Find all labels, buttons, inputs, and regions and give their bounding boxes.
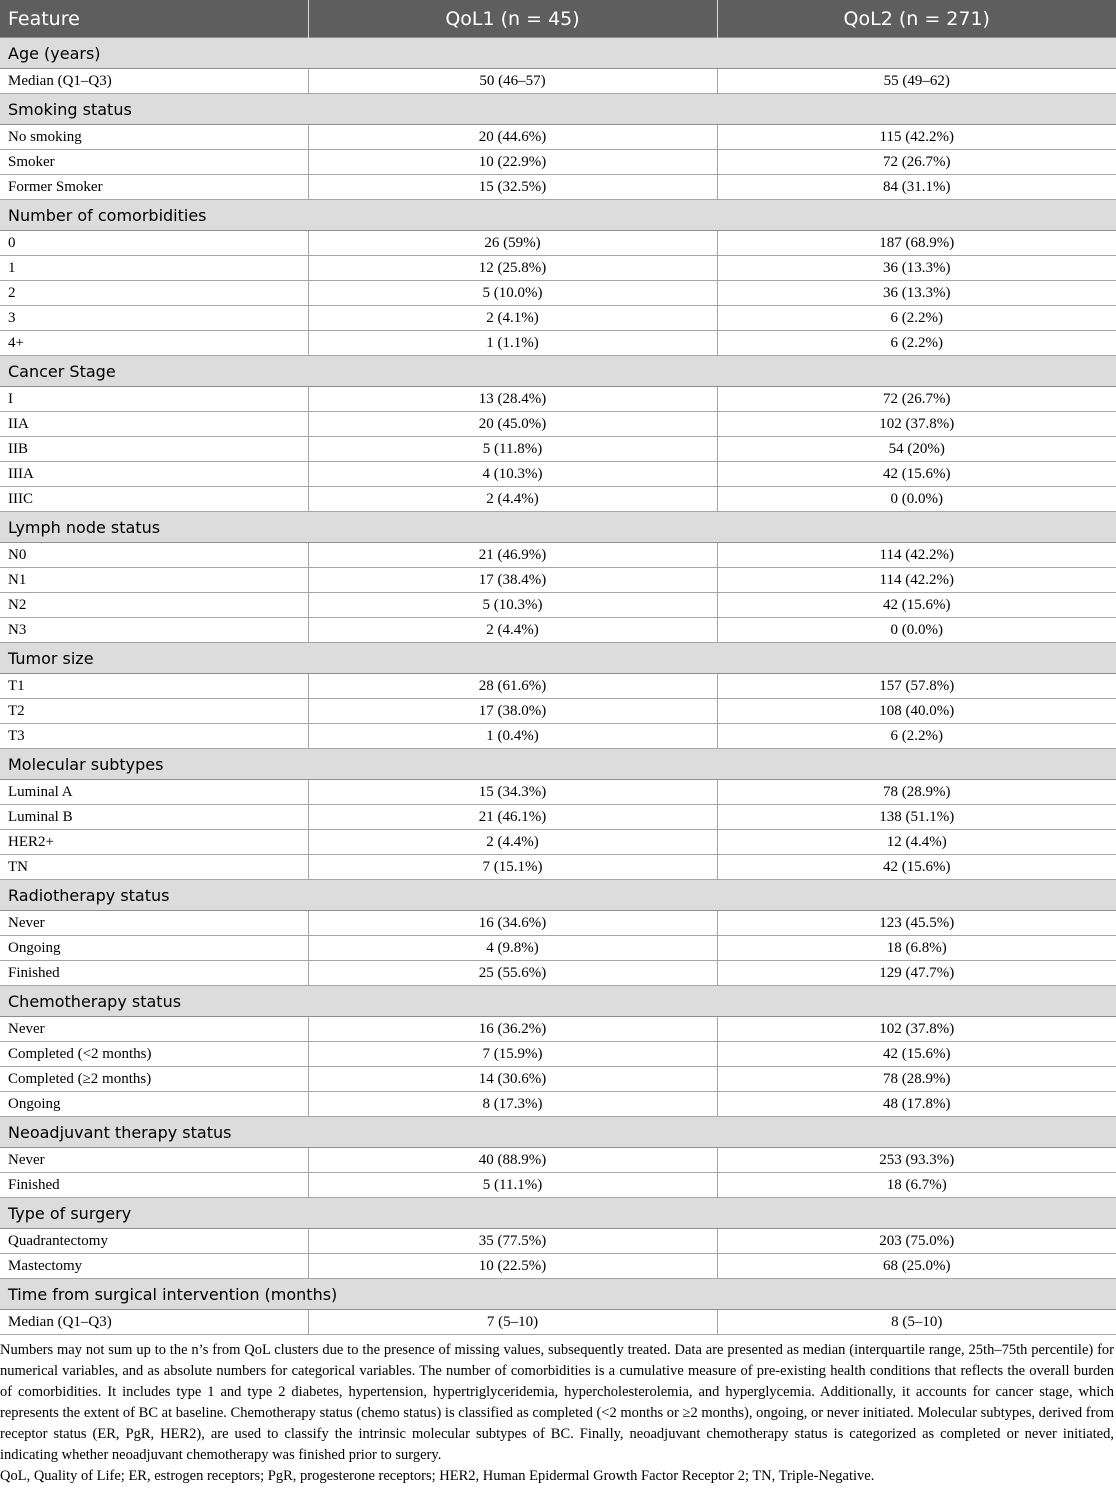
section-header-row bbox=[0, 1279, 1116, 1310]
section-header-row bbox=[0, 986, 1116, 1017]
qol2-value: 253 (93.3%) bbox=[717, 1148, 1116, 1173]
qol2-value: 138 (51.1%) bbox=[717, 805, 1116, 830]
table-body bbox=[0, 38, 1116, 1335]
qol2-value: 84 (31.1%) bbox=[717, 175, 1116, 200]
qol1-value: 21 (46.1%) bbox=[308, 805, 717, 830]
table-row bbox=[0, 1148, 1116, 1173]
qol1-value: 10 (22.5%) bbox=[308, 1254, 717, 1279]
qol1-value: 2 (4.4%) bbox=[308, 830, 717, 855]
section-header-row bbox=[0, 643, 1116, 674]
row-label: 4+ bbox=[0, 331, 308, 356]
qol1-value: 21 (46.9%) bbox=[308, 543, 717, 568]
row-label: Smoker bbox=[0, 150, 308, 175]
qol1-value: 26 (59%) bbox=[308, 231, 717, 256]
table-row bbox=[0, 387, 1116, 412]
qol2-value: 68 (25.0%) bbox=[717, 1254, 1116, 1279]
qol1-value: 4 (9.8%) bbox=[308, 936, 717, 961]
header-feature: Feature bbox=[0, 0, 308, 38]
header-qol1: QoL1 (n = 45) bbox=[308, 0, 717, 38]
qol2-value: 42 (15.6%) bbox=[717, 462, 1116, 487]
qol2-value: 55 (49–62) bbox=[717, 69, 1116, 94]
section-title: Smoking status bbox=[0, 94, 1116, 125]
qol1-value: 4 (10.3%) bbox=[308, 462, 717, 487]
section-header-row bbox=[0, 1117, 1116, 1148]
qol1-value: 7 (15.9%) bbox=[308, 1042, 717, 1067]
qol2-value: 102 (37.8%) bbox=[717, 412, 1116, 437]
table-row bbox=[0, 1017, 1116, 1042]
section-title: Molecular subtypes bbox=[0, 749, 1116, 780]
row-label: Former Smoker bbox=[0, 175, 308, 200]
table-row bbox=[0, 1254, 1116, 1279]
qol1-value: 2 (4.4%) bbox=[308, 618, 717, 643]
row-label: Finished bbox=[0, 961, 308, 986]
table-row bbox=[0, 281, 1116, 306]
section-title: Lymph node status bbox=[0, 512, 1116, 543]
section-title: Neoadjuvant therapy status bbox=[0, 1117, 1116, 1148]
table-row bbox=[0, 780, 1116, 805]
table-row bbox=[0, 150, 1116, 175]
section-title: Type of surgery bbox=[0, 1198, 1116, 1229]
qol2-value: 42 (15.6%) bbox=[717, 593, 1116, 618]
row-label: Quadrantectomy bbox=[0, 1229, 308, 1254]
section-title: Age (years) bbox=[0, 38, 1116, 69]
row-label: IIIA bbox=[0, 462, 308, 487]
row-label: Luminal B bbox=[0, 805, 308, 830]
table-row bbox=[0, 618, 1116, 643]
table-row bbox=[0, 487, 1116, 512]
row-label: IIIC bbox=[0, 487, 308, 512]
qol1-value: 5 (10.0%) bbox=[308, 281, 717, 306]
qol1-value: 2 (4.1%) bbox=[308, 306, 717, 331]
qol2-value: 78 (28.9%) bbox=[717, 780, 1116, 805]
qol2-value: 18 (6.7%) bbox=[717, 1173, 1116, 1198]
table-row bbox=[0, 805, 1116, 830]
row-label: N0 bbox=[0, 543, 308, 568]
qol2-value: 114 (42.2%) bbox=[717, 568, 1116, 593]
table-row bbox=[0, 674, 1116, 699]
row-label: No smoking bbox=[0, 125, 308, 150]
row-label: I bbox=[0, 387, 308, 412]
row-label: T3 bbox=[0, 724, 308, 749]
qol2-value: 129 (47.7%) bbox=[717, 961, 1116, 986]
qol2-value: 48 (17.8%) bbox=[717, 1092, 1116, 1117]
qol1-value: 5 (10.3%) bbox=[308, 593, 717, 618]
qol1-value: 25 (55.6%) bbox=[308, 961, 717, 986]
row-label: Median (Q1–Q3) bbox=[0, 1310, 308, 1335]
table-row bbox=[0, 69, 1116, 94]
qol1-value: 17 (38.0%) bbox=[308, 699, 717, 724]
section-title: Number of comorbidities bbox=[0, 200, 1116, 231]
section-header-row bbox=[0, 1198, 1116, 1229]
table-row bbox=[0, 306, 1116, 331]
row-label: 1 bbox=[0, 256, 308, 281]
qol1-value: 14 (30.6%) bbox=[308, 1067, 717, 1092]
row-label: N1 bbox=[0, 568, 308, 593]
table-notes bbox=[0, 1335, 1114, 1487]
qol2-value: 6 (2.2%) bbox=[717, 306, 1116, 331]
table-row bbox=[0, 593, 1116, 618]
table-row bbox=[0, 462, 1116, 487]
section-header-row bbox=[0, 512, 1116, 543]
row-label: Median (Q1–Q3) bbox=[0, 69, 308, 94]
row-label: Ongoing bbox=[0, 1092, 308, 1117]
qol2-value: 78 (28.9%) bbox=[717, 1067, 1116, 1092]
qol1-value: 7 (15.1%) bbox=[308, 855, 717, 880]
row-label: 3 bbox=[0, 306, 308, 331]
table-row bbox=[0, 437, 1116, 462]
row-label: Completed (<2 months) bbox=[0, 1042, 308, 1067]
qol1-value: 20 (45.0%) bbox=[308, 412, 717, 437]
qol1-value: 16 (34.6%) bbox=[308, 911, 717, 936]
qol2-value: 36 (13.3%) bbox=[717, 281, 1116, 306]
qol2-value: 42 (15.6%) bbox=[717, 855, 1116, 880]
qol2-value: 72 (26.7%) bbox=[717, 150, 1116, 175]
table-row bbox=[0, 961, 1116, 986]
row-label: T1 bbox=[0, 674, 308, 699]
section-title: Tumor size bbox=[0, 643, 1116, 674]
table-row bbox=[0, 724, 1116, 749]
qol1-value: 1 (1.1%) bbox=[308, 331, 717, 356]
qol1-value: 35 (77.5%) bbox=[308, 1229, 717, 1254]
qol2-value: 115 (42.2%) bbox=[717, 125, 1116, 150]
abbreviations: QoL, Quality of Life; ER, estrogen receptors; PgR, progesterone receptors; HER2, Human Epidermal Growth Factor Receptor 2; TN, Triple-Negative. bbox=[0, 1468, 875, 1484]
qol1-value: 7 (5–10) bbox=[308, 1310, 717, 1335]
qol1-value: 15 (34.3%) bbox=[308, 780, 717, 805]
table-row bbox=[0, 175, 1116, 200]
qol2-value: 123 (45.5%) bbox=[717, 911, 1116, 936]
qol1-value: 28 (61.6%) bbox=[308, 674, 717, 699]
row-label: 0 bbox=[0, 231, 308, 256]
qol1-value: 16 (36.2%) bbox=[308, 1017, 717, 1042]
section-header-row bbox=[0, 880, 1116, 911]
qol2-value: 42 (15.6%) bbox=[717, 1042, 1116, 1067]
qol2-value: 187 (68.9%) bbox=[717, 231, 1116, 256]
qol2-value: 12 (4.4%) bbox=[717, 830, 1116, 855]
row-label: 2 bbox=[0, 281, 308, 306]
qol1-value: 5 (11.1%) bbox=[308, 1173, 717, 1198]
row-label: HER2+ bbox=[0, 830, 308, 855]
row-label: Finished bbox=[0, 1173, 308, 1198]
table-row bbox=[0, 911, 1116, 936]
table-row bbox=[0, 331, 1116, 356]
row-label: Never bbox=[0, 911, 308, 936]
qol2-value: 8 (5–10) bbox=[717, 1310, 1116, 1335]
qol2-value: 203 (75.0%) bbox=[717, 1229, 1116, 1254]
section-header-row bbox=[0, 200, 1116, 231]
qol2-value: 114 (42.2%) bbox=[717, 543, 1116, 568]
row-label: N3 bbox=[0, 618, 308, 643]
row-label: T2 bbox=[0, 699, 308, 724]
qol2-value: 6 (2.2%) bbox=[717, 724, 1116, 749]
row-label: Luminal A bbox=[0, 780, 308, 805]
footnote: Numbers may not sum up to the n’s from QoL clusters due to the presence of missing values, subsequently treated. Data are presented as median (interquartile range, 25th–75th percentile) for numerical variables, and as absolute numbers for categorical variables. The number of comorbidities is a cumulative measure of pre-existing health conditions that reflects the overall burden of comorbidities. It includes type 1 and type 2 diabetes, hypertension, hypertriglyceridemia, hypercholesterolemia, and hyperglycemia. Additionally, it accounts for cancer stage, which represents the extent of BC at baseline. Chemotherapy status (chemo status) is classified as completed (<2 months or ≥2 months), ongoing, or never initiated. Molecular subtypes, derived from receptor status (ER, PgR, HER2), are used to classify the intrinsic molecular subtypes of BC. Finally, neoadjuvant chemotherapy status is categorized as completed or never initiated, indicating whether neoadjuvant chemotherapy was finished prior to surgery. bbox=[0, 1342, 1114, 1463]
row-label: Mastectomy bbox=[0, 1254, 308, 1279]
qol1-value: 13 (28.4%) bbox=[308, 387, 717, 412]
qol2-value: 102 (37.8%) bbox=[717, 1017, 1116, 1042]
row-label: Ongoing bbox=[0, 936, 308, 961]
qol1-value: 20 (44.6%) bbox=[308, 125, 717, 150]
qol1-value: 10 (22.9%) bbox=[308, 150, 717, 175]
section-title: Cancer Stage bbox=[0, 356, 1116, 387]
row-label: Completed (≥2 months) bbox=[0, 1067, 308, 1092]
qol1-value: 8 (17.3%) bbox=[308, 1092, 717, 1117]
table-row bbox=[0, 1229, 1116, 1254]
table-row bbox=[0, 1310, 1116, 1335]
table-row bbox=[0, 1067, 1116, 1092]
qol1-value: 50 (46–57) bbox=[308, 69, 717, 94]
table-row bbox=[0, 231, 1116, 256]
row-label: IIB bbox=[0, 437, 308, 462]
qol1-value: 17 (38.4%) bbox=[308, 568, 717, 593]
qol1-value: 2 (4.4%) bbox=[308, 487, 717, 512]
table-row bbox=[0, 699, 1116, 724]
section-title: Time from surgical intervention (months) bbox=[0, 1279, 1116, 1310]
row-label: TN bbox=[0, 855, 308, 880]
section-header-row bbox=[0, 94, 1116, 125]
qol2-value: 0 (0.0%) bbox=[717, 487, 1116, 512]
header-qol2: QoL2 (n = 271) bbox=[717, 0, 1116, 38]
table-row bbox=[0, 543, 1116, 568]
table-row bbox=[0, 412, 1116, 437]
row-label: IIA bbox=[0, 412, 308, 437]
table-row bbox=[0, 855, 1116, 880]
table-row bbox=[0, 830, 1116, 855]
section-title: Radiotherapy status bbox=[0, 880, 1116, 911]
section-title: Chemotherapy status bbox=[0, 986, 1116, 1017]
table-row bbox=[0, 1173, 1116, 1198]
qol1-value: 12 (25.8%) bbox=[308, 256, 717, 281]
table-row bbox=[0, 1092, 1116, 1117]
qol2-value: 108 (40.0%) bbox=[717, 699, 1116, 724]
table-row bbox=[0, 936, 1116, 961]
qol2-value: 6 (2.2%) bbox=[717, 331, 1116, 356]
header-row bbox=[0, 0, 1116, 38]
qol2-value: 0 (0.0%) bbox=[717, 618, 1116, 643]
row-label: Never bbox=[0, 1017, 308, 1042]
section-header-row bbox=[0, 38, 1116, 69]
qol2-value: 54 (20%) bbox=[717, 437, 1116, 462]
table-row bbox=[0, 256, 1116, 281]
qol2-value: 157 (57.8%) bbox=[717, 674, 1116, 699]
qol1-value: 1 (0.4%) bbox=[308, 724, 717, 749]
qol2-value: 72 (26.7%) bbox=[717, 387, 1116, 412]
table-row bbox=[0, 568, 1116, 593]
qol1-value: 5 (11.8%) bbox=[308, 437, 717, 462]
table-row bbox=[0, 1042, 1116, 1067]
qol2-value: 18 (6.8%) bbox=[717, 936, 1116, 961]
row-label: N2 bbox=[0, 593, 308, 618]
row-label: Never bbox=[0, 1148, 308, 1173]
section-header-row bbox=[0, 749, 1116, 780]
qol1-value: 40 (88.9%) bbox=[308, 1148, 717, 1173]
qol2-value: 36 (13.3%) bbox=[717, 256, 1116, 281]
section-header-row bbox=[0, 356, 1116, 387]
table-row bbox=[0, 125, 1116, 150]
qol1-value: 15 (32.5%) bbox=[308, 175, 717, 200]
